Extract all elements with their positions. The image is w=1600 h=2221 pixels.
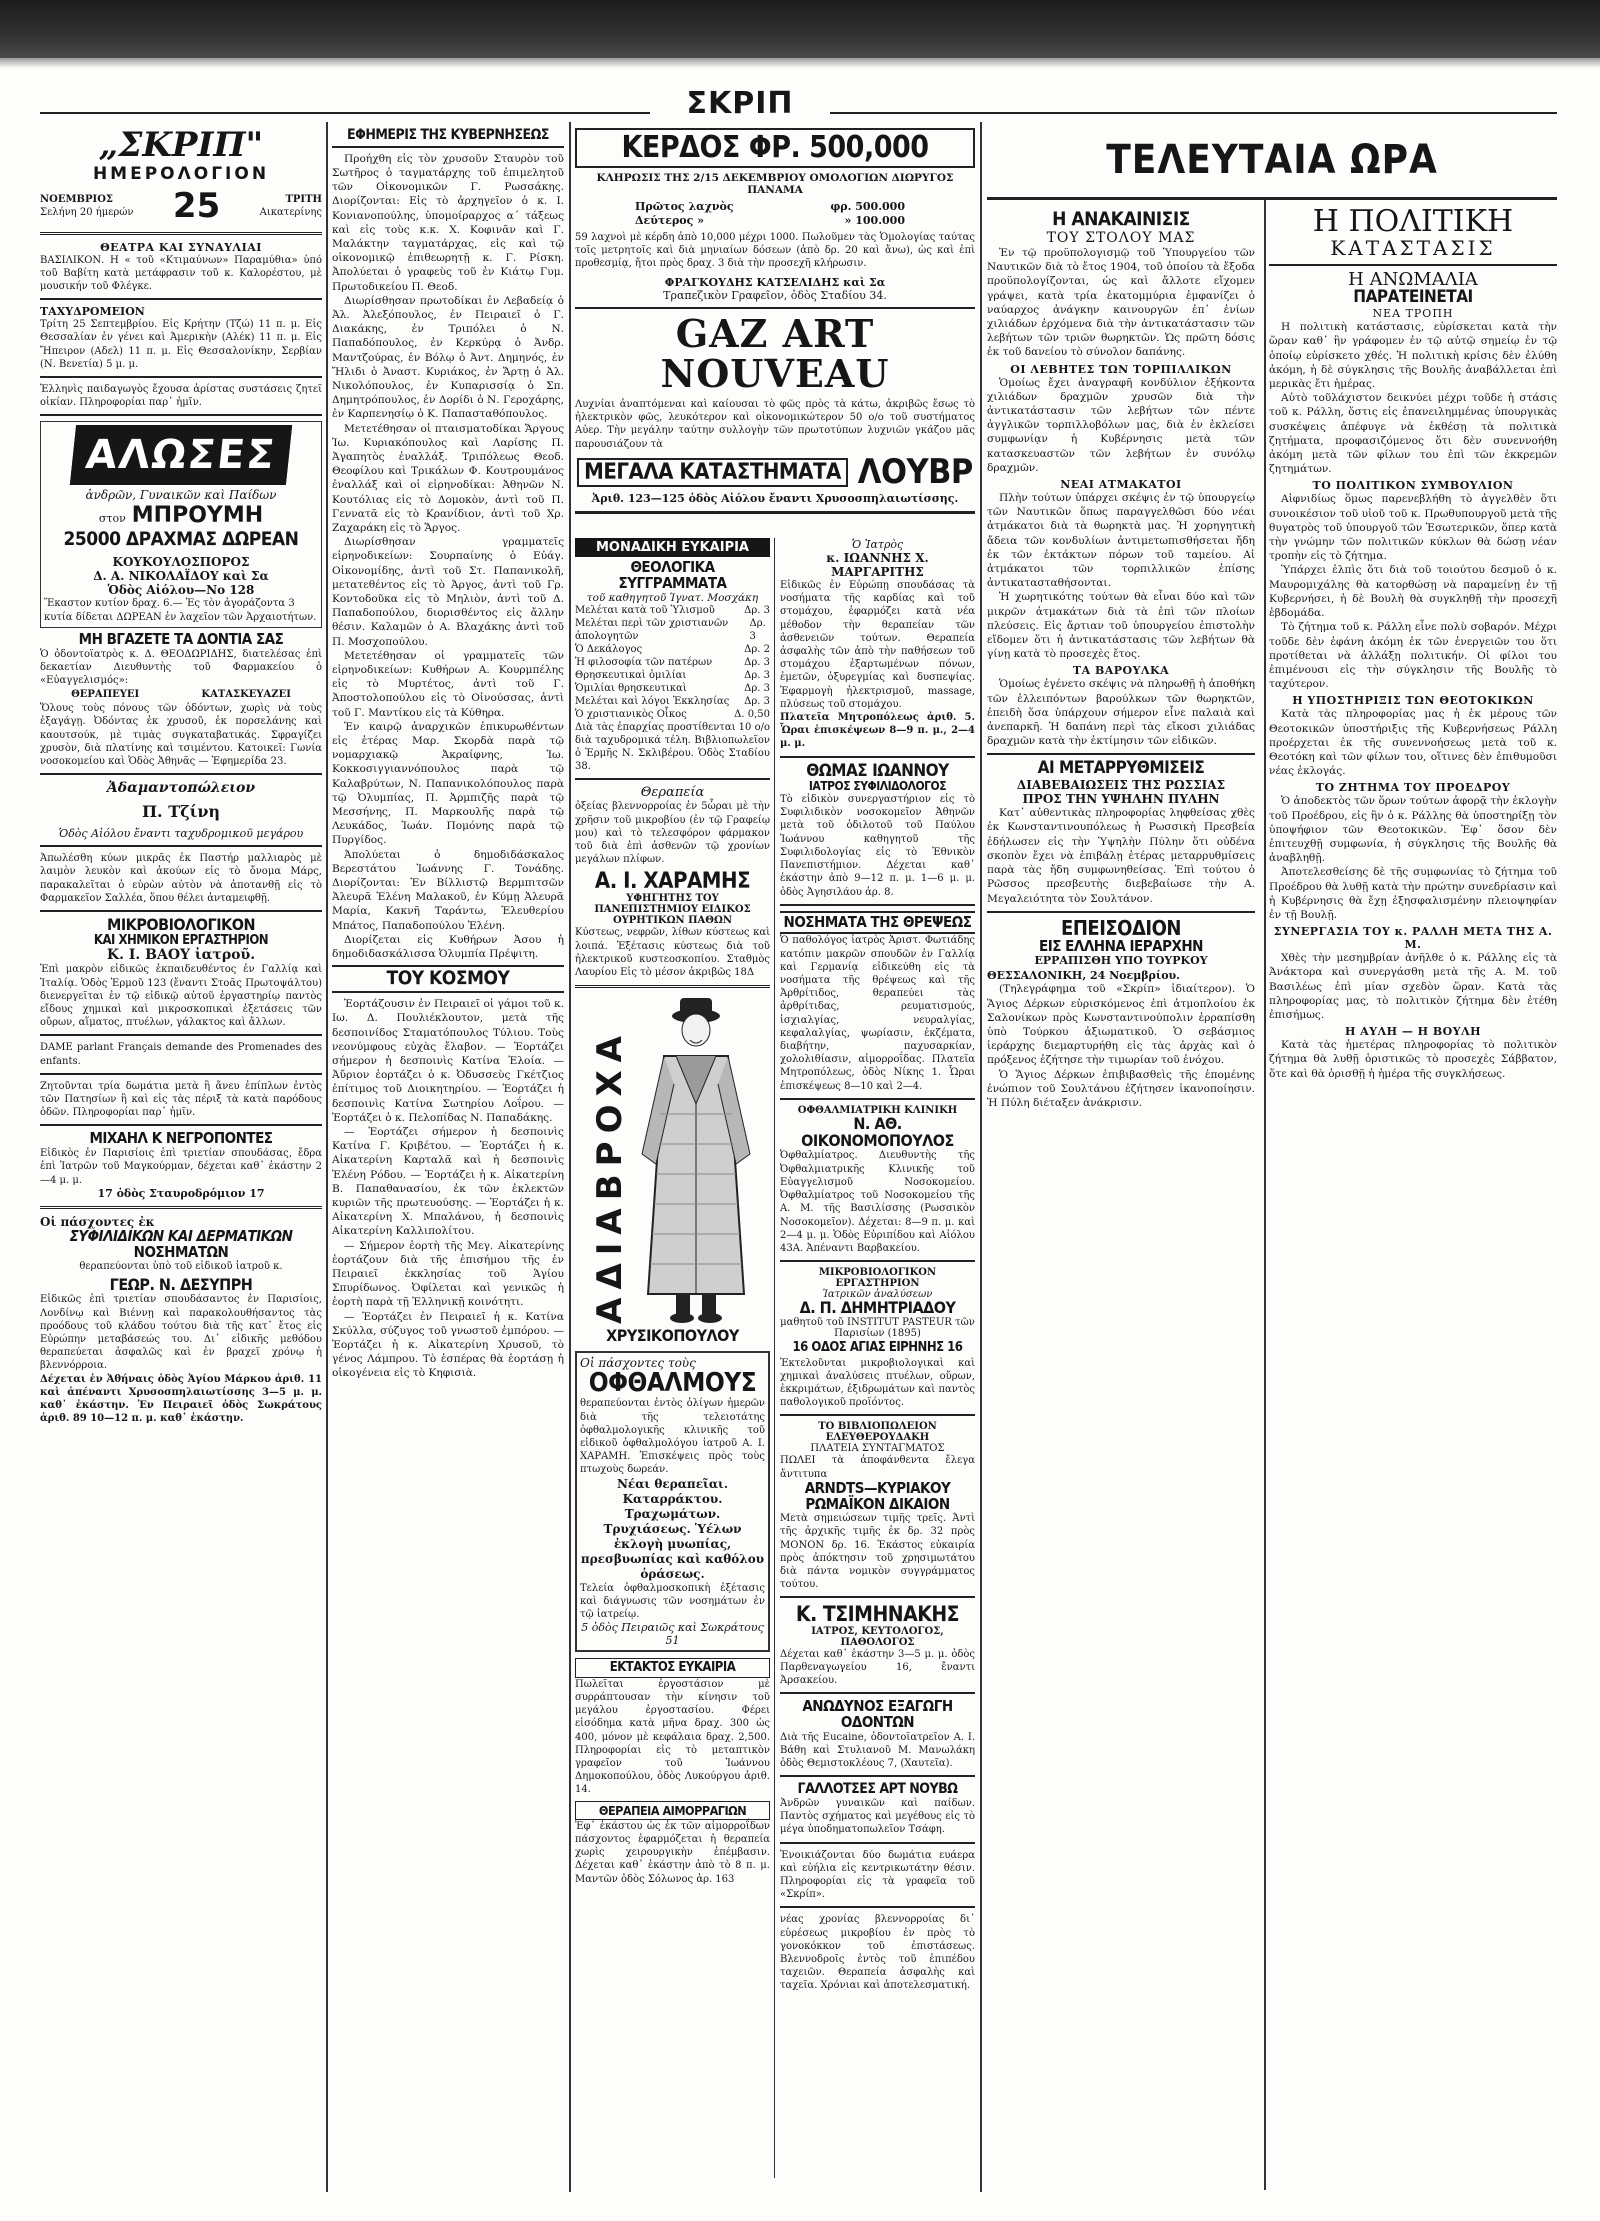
teeth-text-2: Ὅλους τοὺς πόνους τῶν ὀδόντων, χωρὶς νὰ τοὺς ἐξαγάγῃ. Ὀδόντας ἐκ χρυσοῦ, ἐκ πορσελάνης καὶ καουτσούκ, μὲ τιμὰς συγκαταβατικάς. Σφραγίζει χρυσὸν, διὰ πλατίνης καὶ τσιμέντου. Κατοικεῖ: Γωνία νοσοκομείου καὶ Ὁδὸς Ἀθηνᾶς — Ἐφημερίδα 23. <box>40 703 322 767</box>
lottery-heading: ΚΕΡΔΟΣ ΦΡ. 500,000 <box>575 128 975 168</box>
rooms-text: Ζητοῦνται τρία δωμάτια μετὰ ἢ ἄνευ ἐπίπλων ἐντὸς τῶν Πατησίων ἢ καὶ εἰς τὰς πέριξ τὰ κατὰ παρόδους ὁδῶν. Πληροφορίαι παρ᾽ ἡμῖν. <box>40 1080 322 1119</box>
eye-text: θεραπεύονται ἐντὸς ὀλίγων ἡμερῶν διὰ τῆς τελειοτάτης ὀφθαλμολογικῆς κλινικῆς τοῦ εἰδικοῦ ὀφθαλμολόγου ἰατροῦ Α. Ι. ΧΑΡΑΜΗ. Ἐπισκέψεις πρὸς τοὺς πτωχοὺς δωρεάν. <box>580 1398 765 1476</box>
raincoat-shop: ΧΡΥΣΙΚΟΠΟΥΛΟΥ <box>606 1326 739 1346</box>
bank-address: Τραπεζικὸν Γραφεῖον, ὁδὸς Σταδίου 34. <box>663 289 887 303</box>
book-price: Δρ. 3 <box>744 682 770 694</box>
incident-heading-3: ΕΡΡΑΠΙΣΘΗ ΥΠΟ ΤΟΥΡΚΟΥ <box>1034 954 1208 968</box>
society-p3: — Σήμερον ἑορτὴ τῆς Μεγ. Αἰκατερίνης ἑορτάζουν διὰ τῆς ἐπισήμου τῆς ἐν Πειραιεῖ ἐκκλησίας τοῦ Ἁγίου Σπυρίδωνος. Ὀφίλεται καὶ γενικῶς ἡ ἑορτὴ παρὰ τῇ Ἑλληνικῇ κοινότητι. <box>332 1239 564 1309</box>
desy-heading: ΓΕΩΡ. Ν. ΔΕΣΥΠΡΗ <box>109 1274 253 1294</box>
thomas-sub: ΙΑΤΡΟΣ ΣΥΦΙΛΙΔΟΛΟΓΟΣ <box>808 779 947 794</box>
politics-p8: Ἀποτελεσθείσης δὲ τῆς συμφωνίας τὸ ζήτημα τοῦ Προέδρου θὰ λυθῇ κατὰ τὴν πρώτην συνεδρίασιν καὶ ἡ Κυβέρνησις θὰ ἔχῃ ἐξησφαλισμένην πλειοψηφίαν ἐν τῇ Βουλῇ. <box>1269 866 1557 921</box>
book-price: Δρ. 2 <box>744 643 770 655</box>
eye-heading: ΟΦΘΑΛΜΟΥΣ <box>588 1368 757 1399</box>
bank-name: ΦΡΑΓΚΟΥΔΗΣ ΚΑΤΣΕΛΙΔΗΣ καὶ Σα <box>664 276 886 290</box>
politics-heading: Η ΠΟΛΙΤΙΚΗ <box>1312 204 1514 239</box>
book-row <box>575 604 770 617</box>
store-name: ΛΟΥΒΡ <box>857 451 973 492</box>
prize-heading: 25000 ΔΡΑΧΜΑΣ ΔΩΡΕΑΝ <box>63 528 299 551</box>
aloses-logo: ΑΛΩΣΕΣ <box>70 425 292 485</box>
post-text: Τρίτη 25 Σεπτεμβρίου. Εἰς Κρήτην (Τζώ) 11 π. μ. Εἰς Θεσσαλίαν ἐν γένει καὶ Ἀμερικὴν (Αλέκ) 11 π. μ. Εἰς Ἤπειρον (Αδελ) 11 π. μ. Εἰς Θεσσαλονίκην, Σερβίαν (Ν. Βενετία) 5 μ. μ. <box>40 319 322 370</box>
eye-bold: Νέαι θεραπεῖαι. Καταρράκτου. Τραχωμάτων. Τρυχιάσεως. Ὑέλων ἐκλογὴ μυωπίας, πρεσβυωπίας καὶ καθόλου ὁράσεως. <box>580 1476 765 1581</box>
desy-text: Εἰδικῶς ἐπὶ τριετίαν σπουδάσαντος ἐν Παρισίοις, Λονδίνῳ καὶ Βιέννῃ καὶ παρακολουθήσαντος τὰς προόδους τοῦ κλάδου τούτου διὰ τῆς κατ᾽ ἔτος εἰς Εὐρώπην μεταβάσεώς του. Δι᾽ εἰδικῆς μεθόδου θεραπεύεται ἀσφαλῶς καὶ ἐν βραχεῖ χρόνῳ ἡ βλεννόρροια. <box>40 1294 322 1372</box>
lab-sub-2: μαθητοῦ τοῦ INSTITUT PASTEUR τῶν Παρισίων (1895) <box>780 1316 975 1339</box>
extra-text: Πωλεῖται ἐργοστάσιον μὲ συρράπτουσαν τὴν κίνησιν τοῦ μεγάλου ἐργοστασίου. Φέρει εἰσόδημα κατὰ μῆνα δραχ. 300 ὡς 400, μόνον μὲ κεφάλαια δραχ. 2,500. Πληροφορίαι εἰς τὸ μεταπτικὸν γραφεῖον τοῦ Ἰωάννου Δημοκοπούλου, ὁδὸς Λυκούργου ἀριθ. 14. <box>575 1678 770 1796</box>
court-heading: Η ΑΥΛΗ — Η ΒΟΥΛΗ <box>1344 1025 1482 1039</box>
book-row <box>575 617 770 643</box>
treatment-text-1: ὀξείας βλεννορροίας ἐν 5ὧραι μὲ τὴν χρῆσιν τοῦ μικροβίου (ἐν τῷ Γραφείῳ μου) καὶ τὸ τελεσφόρον φάρμακον τοῦ διὰ ἐπὶ ἀσθενῶν τῷ χρονίων μεγάλων πλίφων. <box>575 801 770 866</box>
teeth-heading: ΜΗ ΒΓΑΖΕΤΕ ΤΑ ΔΟΝΤΙΑ ΣΑΣ <box>78 629 284 648</box>
book-title: Ὁμιλίαι θρησκευτικαὶ <box>575 682 687 694</box>
gazette-p2: Διωρίσθησαν πρωτοδίκαι ἐν Λεβαδείᾳ ὁ Ἀλ. Ἀλεξόπουλος, ἐν Πειραιεῖ ὁ Γ. Διακάκης, ἐν Τριπόλει ὁ Ν. Παπαδόπουλος, ἐν Κερκύρᾳ ὁ Ἀνδρ. Μαντζούρας, ἐν Βόλῳ ὁ Ἀντ. Δημηνός, ἐν Ἤλιδι ὁ Ἀναστ. Κυριάκος, ἐν Ἄρτῃ ὁ Ἀλ. Νικολόπουλος, ἐν Κυπαρισσίᾳ ὁ Σπ. Δημητρόπουλος, ἐν Δορίδι ὁ Ν. Γεροχάρης, ἐν Καρπενησίῳ ὁ Κ. Παπασταθόπουλος. <box>332 294 564 421</box>
scan-edge-shadow <box>0 58 1600 68</box>
book-price: Δρ. 3 <box>744 695 770 707</box>
incident-heading-2: ΕΙΣ ΕΛΛΗΝΑ ΙΕΡΑΡΧΗΝ <box>1039 936 1203 955</box>
treatment-heading: Θεραπεία <box>640 785 705 801</box>
teeth-label-b: ΚΑΤΑΣΚΕΥΑΖΕΙ <box>201 689 291 701</box>
kouk-heading: ΚΟΥΚΟΥΛΟΣΠΟΡΟΣ <box>112 555 250 570</box>
gazette-p8: Διορίζεται εἰς Κυθήρων Ἀσου ἡ δημοδιδασκάλισσα Ὀλυμπία Πρέψιτη. <box>332 933 564 961</box>
thomas-heading: ΘΩΜΑΣ ΙΩΑΝΝΟΥ <box>806 760 949 781</box>
column-rule <box>326 122 328 2192</box>
eye-text-2: Τελεία ὀφθαλμοσκοπικὴ ἐξέτασις καὶ διάγνωσις τῶν νοσημάτων ἐν τῷ ἰατρείῳ. <box>580 1582 765 1620</box>
suffer-text: Οἱ πάσχοντες ἐκ <box>40 1214 155 1229</box>
anodynos-heading: ΑΝΩΔΥΝΟΣ ΕΞΑΓΩΓΗ <box>802 1697 953 1716</box>
fleet-p3: Πλὴν τούτων ὑπάρχει σκέψις ἐν τῷ ὑπουργείῳ τῶν Ναυτικῶν ὅπως παραγγελθῶσι δύο νέαι ἀτμάκατοι διὰ τὰ θωρηκτὰ μας. Ἡ χορηγητικὴ ἄδεια τῶν κονδυλίων ἀντιμετωπισθήσεται ἤδη ἐκ τῶν ἐκτάκτων πόρων τοῦ ταμείου. Αἱ ἀτμάκατοι τῶν τορπιλλικῶν ἐπίσης ἀντικατασταθήσονται. <box>987 491 1255 590</box>
incident-heading: ΕΠΕΙΣΟΔΙΟΝ <box>1061 915 1181 940</box>
politics-p7: Ὁ ἀποδεκτὸς τῶν ὅρων τούτων ἀφορᾷ τὴν ἐκλογὴν τοῦ Προέδρου, εἰς ἣν ὁ κ. Ράλλης θὰ ὑποστηρίξῃ τὸν ὑποψήφιον τῶν Θεοτοκικῶν. Ἐφ᾽ ὅσον δὲν ἐπιτευχθῇ συμφωνία, ἡ σύγκλησις τῆς Βουλῆς θὰ ἀναβληθῇ. <box>1269 795 1557 865</box>
extra-heading: ΕΚΤΑΚΤΟΣ ΕΥΚΑΙΡΙΑ <box>575 1658 770 1678</box>
teeth-text: Ὁ ὀδοντοϊατρὸς κ. Δ. ΘΕΟΔΩΡΙΔΗΣ, διατελέσας ἐπὶ δεκαετίαν Διευθυντὴς τοῦ Φαρμακείου ὁ «Εὐαγγελισμός»: <box>40 648 322 686</box>
politics-p10: Κατὰ τὰς ἡμετέρας πληροφορίας τὸ πολιτικὸν ζήτημα θὰ λυθῇ ὁριστικῶς τὸ προσεχὲς Σάββατον, ὅτε καὶ θὰ ὁρισθῇ ἡ ἡμέρα τῆς συγκλήσεως. <box>1269 1039 1557 1080</box>
book-title: Μελέται περὶ τῶν χριστιανῶν ἀπολογητῶν <box>575 617 729 642</box>
column-4 <box>987 120 1557 2190</box>
syph-text: θεραπεύονται ὑπὸ τοῦ εἰδικοῦ ἰατροῦ κ. <box>79 1261 283 1273</box>
book-row <box>575 643 770 656</box>
society-p1: Ἑορτάζουσιν ἐν Πειραιεῖ οἱ γάμοι τοῦ κ. Ιω. Δ. Πουλιέκλουτον, μετὰ τῆς δεσποινίδος Σταματόπουλος Τύλιου. Τοὺς νεονύμφους εὐχὰς ἔλαβον. — Ἑορτάζει σήμερον ἡ δεσποινὶς Κατίνα Ἐλοία. — Ἀὔριον ἑορτάζει ὁ κ. Ὀδυσσεὺς Γκέτζιος ἐπίτιμος τοῦ Διοικητηρίου. — Ἑορτάζει ἡ δεσποινὶς Κατίνα Σωτηρίου Λοΐρου. — Ἑορτάζει ὁ κ. Πελοπίδας Ν. Παπαδάκης. <box>332 998 564 1124</box>
society-p4: — Ἑορτάζει ἐν Πειραιεῖ ἡ κ. Κατίνα Σκύλλα, σύζυγος τοῦ γνωστοῦ ἐμπόρου. — Ἑορτάζει ἡ κ. Αἰκατερίνη Χρυσοῦ, τὸ γένος Λάμπρου. Τὸ ἑσπέρας θὰ ἑορτάσῃ ἡ οἰκογένεια εἰς τὸ Κηφισιὰ. <box>332 1310 564 1380</box>
book-row <box>575 708 770 721</box>
calendar-weekday: ΤΡΙΤΗ <box>285 193 322 205</box>
book-row <box>575 656 770 669</box>
lab-name: Δ. Π. ΔΗΜΗΤΡΙΑΔΟΥ <box>799 1298 956 1318</box>
raincoat-ad <box>575 994 770 1324</box>
cooperation-heading: ΣΥΝΕΡΓΑΣΙΑ ΤΟΥ κ. ΡΑΛΛΗ ΜΕΤΑ ΤΗΣ Α. Μ. <box>1273 925 1553 952</box>
gazette-p1: Προήχθη εἰς τὸν χρυσοῦν Σταυρὸν τοῦ Σωτῆρος ὁ ταγματάρχης τοῦ ἐπιμελητοῦ τῶν Οἰκονομικῶν Γ. Ρωσσάκης. Διορίζονται: Εἰς τὸ ἀρχηγεῖον ὁ κ. Ι. Κονιανοπούλης, ὑπομοίραρχος α΄ τάξεως καὶ εἰς τοὺς κ.κ. Χ. Κοφινᾶν καὶ Γ. Μαλάκτην ταγματάρχας, εἰς καὶ τῷ οἰκονομικῷ ἐπιθεωρητῇ κ. Γ. Ρίσκη. Ἀπολύεται ὁ γραφεὺς τοῦ ἐν Κιάτῳ Γυμ. Πρωτοδικείου Π. Θεοδ. <box>332 152 564 293</box>
opportunity-heading: ΜΟΝΑΔΙΚΗ ΕΥΚΑΙΡΙΑ <box>575 538 770 557</box>
calendar-heading: ΗΜΕΡΟΛΟΓΙΟΝ <box>92 163 270 184</box>
eye-address: 5 ὁδὸς Πειραιῶς καὶ Σωκράτους 51 <box>581 1621 764 1648</box>
micro-heading-2: ΚΑΙ ΧΗΜΙΚΟΝ ΕΡΓΑΣΤΗΡΙΟΝ <box>93 932 269 948</box>
reforms-heading-2: ΔΙΑΒΕΒΑΙΩΣΕΙΣ ΤΗΣ ΡΩΣΣΙΑΣ <box>1016 778 1226 793</box>
lottery-sub: ΚΛΗΡΩΣΙΣ ΤΗΣ 2/15 ΔΕΚΕΜΒΡΙΟΥ ΟΜΟΛΟΓΙΩΝ ΔΙΩΡΥΓΟΣ ΠΑΝΑΜΑ <box>596 171 954 196</box>
column-rule <box>569 122 571 2192</box>
rent-text: Ἐνοικιάζονται δύο δωμάτια ευάερα καὶ εὐήλια εἰς κεντρικωτάτην θέσιν. Πληροφορίαι εἰς τὰ γραφεῖα τοῦ «Σκρίπ». <box>780 1849 975 1901</box>
lost-dog-text: Ἀπωλέσθη κύων μικρᾶς ἐκ Παστήρ μαλλιαρὸς μὲ λαιμὸν λευκὸν καὶ ἀκούων εἰς τὸ ὄνομα Μάρς, παρακαλεῖται ὁ εὑρὼν αὐτὸν νὰ ἀποτανθῇ εἰς τὸ Φαρμακεῖον Σαλλέα, ὅπου θέλει ἀνταμειφθῇ. <box>40 853 322 904</box>
raincoat-man-illustration <box>636 994 756 1324</box>
prize2-value: » 100.000 <box>844 213 905 227</box>
gazette-p7: Ἀπολύεται ὁ δημοδιδάσκαλος Βερεστάτου Ἰωάννης Γ. Τονάδης. Διορίζονται: Ἐν Βίλλιστῷ Βερμπιτσῶν Ἀλευρᾶ Ἑλένη Μαλακοῦ, ἐν Κύμῃ Ἀλευρᾶ Μαρία, Κακνῆ Ταράντω, Ἐλευθερίου Μπάτος, Παπαδοπούλου Ἑλένη. <box>332 848 564 932</box>
dame-text: DAME parlant Français demande des Promenades des enfants. <box>40 1042 322 1067</box>
books-text: Διὰ τὰς ἐπαρχίας προστίθενται 10 ο/ο διὰ ταχυδρομικά τέλη. Βιβλιοπωλεῖον ὁ Ἑρμῆς Ν. Σκλιβέρου. Ὁδὸς Σταδίου 38. <box>575 721 770 773</box>
galoshes-heading: ΓΑΛΛΟΤΣΕΣ ΑΡΤ ΝΟΥΒΩ <box>797 1781 958 1798</box>
lottery-ad <box>575 128 975 514</box>
raincoat-vertical-text: ΑΔΙΑΒΡΟΧΑ <box>589 1028 630 1325</box>
jeweler-address: Ὁδὸς Αἰόλου ἔναντι ταχυδρομικοῦ μεγάρου <box>58 827 304 841</box>
masthead-rule-right <box>830 112 1557 114</box>
anodynos-heading-2: ΟΔΟΝΤΩΝ <box>840 1712 915 1731</box>
desy-address: Δέχεται ἐν Ἀθήναις ὁδὸς Ἁγίου Μάρκου ἀριθ. 11 καὶ ἀπέναντι Χρυσοσπηλαιωτίσσης 3—5 μ. μ. καθ᾽ ἑκάστην. Ἐν Πειραιεῖ ὁδὸς Σωκράτους ἀριθ. 89 10—12 π. μ. καθ᾽ ἑκάστην. <box>40 1373 322 1425</box>
miroumi-name: ΜΠΡΟΥΜΗ <box>131 503 264 529</box>
column-3-right <box>780 538 975 1993</box>
negro-address: 17 ὁδὸς Σταυροδρόμιον 17 <box>97 1186 265 1200</box>
charamis-sub: ΥΦΗΓΗΤΗΣ ΤΟΥ ΠΑΝΕΠΙΣΤΗΜΙΟΥ ΕΙΔΙΚΟΣ ΟΥΡΗΤΙΚΩΝ ΠΑΘΩΝ <box>594 893 751 927</box>
library-text-2: Μετὰ σημειώσεων τιμῆς τρεῖς. Ἀντὶ τῆς ἀρχικῆς τιμῆς ἐκ δρ. 32 πρὸς ΜΟΝΟΝ δρ. 16. Ἑκάστος εὐκαιρία πρὸς ἀπόκτησιν τοῦ χρησιμωτάτου διὰ πάντα νομικὸν συγγράμματος τούτου. <box>780 1513 975 1591</box>
politics-p4: Ὑπάρχει ἐλπὶς ὅτι διὰ τοῦ τοιούτου δεσμοῦ ὁ κ. Μαυρομιχάλης θὰ κατορθώσῃ νὰ παραμείνῃ ἐν τῇ Κυβερνήσει, ἡ δὲ Βουλὴ θὰ συγκληθῇ τὴν προσεχῆ ἑβδομάδα. <box>1269 564 1557 620</box>
library-book-2: ΡΩΜΑΪΚΟΝ ΔΙΚΑΙΟΝ <box>805 1494 950 1513</box>
politics-p9: Χθὲς τὴν μεσημβρίαν ἀνῆλθε ὁ κ. Ράλλης εἰς τὰ Ἀνάκτορα καὶ συνεργάσθη μετὰ τῆς Α. Μ. τοῦ Βασιλέως ἐπὶ μίαν σχεδὸν ὥραν. Κατὰ τὰς πληροφορίας μας, τὸ πολιτικὸν ζήτημα δὲν ἐτέθη ἐπισήμως. <box>1269 952 1557 1021</box>
oph-name: Ν. ΑΘ. ΟΙΚΟΝΟΜΟΠΟΥΛΟΣ <box>801 1113 954 1150</box>
lab-sub: Ἰατρικῶν ἀναλύσεων <box>822 1289 933 1301</box>
politics-p2: Αὐτὸ τοῦλάχιστον δεικνύει μέχρι τοῦδε ἡ στάσις τοῦ κ. Ράλλη, ὅστις εἰς ἐπανειλημμένας ὑπουργικὰς συσκέψεις ἀπέφυγε νὰ ἐκθέσῃ τὰ πολιτικὰ ζητήματα, προφασιζόμενος ὅτι δὲν συνεννοήθη ἀκόμη μετὰ τῶν φίλων του ἐπὶ τῶν ἐκκρεμῶν ζητημάτων. <box>1269 392 1557 476</box>
anomaly-heading-2: ΠΑΡΑΤΕΙΝΕΤΑΙ <box>1353 287 1473 308</box>
column-3 <box>575 128 975 2188</box>
latest-news-heading: ΤΕΛΕΥΤΑΙΑ ΩΡΑ <box>987 120 1557 200</box>
calendar-saint: Αικατερίνης <box>259 206 322 218</box>
tsimin-heading: Κ. ΤΣΙΜΗΝΑΚΗΣ <box>795 1602 960 1627</box>
politics-heading-2: ΚΑΤΑΣΤΑΣΙΣ <box>1330 235 1496 260</box>
kouk-address: Ὁδὸς Αἰόλου—Νο 128 <box>107 583 255 598</box>
fleet-p2: Ὁμοίως ἔχει ἀναγραφῆ κονδύλιον ἐξήκοντα χιλιάδων δραχμῶν χρυσῶν διὰ τὴν ἀντικατάστασιν τῶν λεβήτων τῶν πέντε ἀγγλικῶν τορπιλλοβόλων μας, διὰ ἐν ἐκλείσει συμφωνίᾳν ἡ Κυβέρνησις μετὰ τῶν κατασκευαστῶν τῶν λεβήτων ἐν συνόλῳ δραχμῶν. <box>987 376 1255 474</box>
launches-heading: ΝΕΑΙ ΑΤΜΑΚΑΤΟΙ <box>1060 477 1182 491</box>
support-heading: Η ΥΠΟΣΤΗΡΙΞΙΣ ΤΩΝ ΘΕΟΤΟΚΙΚΩΝ <box>1292 694 1534 708</box>
boilers-heading: ΟΙ ΛΕΒΗΤΕΣ ΤΩΝ ΤΟΡΠΙΛΛΙΚΩΝ <box>1010 362 1232 376</box>
theatre-text: ΒΑΣΙΛΙΚΟΝ. Η « τοῦ «Κτιμαύνων» Παραμύθια» ὑπό τοῦ Βαβίτη κατὰ μετάφρασιν τοῦ κ. Καλορέστου, μὲ μουσικήν τοῦ Φλέγκε. <box>40 254 322 292</box>
book-price: Δρ. 3 <box>744 656 770 668</box>
calendar-month: ΝΟΕΜΒΡΙΟΣ <box>40 193 113 205</box>
syph-heading-2: ΝΟΣΗΜΑΤΩΝ <box>133 1242 229 1261</box>
lab-text: Ἐκτελοῦνται μικροβιολογικαὶ καὶ χημικαὶ ἀναλύσεις πτυέλων, οὔρων, ἐκκριμάτων, ἐξιδρωμάτων καὶ παντὸς παθολογικοῦ προϊόντος. <box>780 1357 975 1409</box>
column-4-left <box>987 206 1255 1110</box>
column-rule <box>774 538 775 2178</box>
incident-p2: Ὁ Ἅγιος Δέρκων ἐπιβιβασθεὶς τῆς ἑπομένης ἐνώπιον τοῦ Σουλτάνου ἐζήτησεν ἱκανοποίησιν. Ἡ Πύλη διέταξεν ἀνάκρισιν. <box>987 1068 1255 1110</box>
doctor-pre: Ὁ Ἰατρὸς <box>851 538 904 551</box>
politics-p6: Κατὰ τὰς πληροφορίας μας ἡ ἐκ μέρους τῶν Θεοτοκικῶν ὑποστήριξις τῆς Κυβερνήσεως Ράλλη προέρχεται ἐκ τῆς συνεννοήσεως μετὰ τοῦ κ. Θεοτόκη καὶ τῶν φίλων του, οἵτινες δὲν ἐπιθυμοῦσι νέας ἐκλογάς. <box>1269 708 1557 778</box>
gas-heading: GAZ ART NOUVEAU <box>660 311 890 396</box>
oph-heading: ΟΦΘΑΛΜΙΑΤΡΙΚΗ ΚΛΙΝΙΚΗ <box>797 1104 958 1116</box>
fleet-heading: Η ΑΝΑΚΑΙΝΙΣΙΣ <box>1052 208 1190 230</box>
syph-heading: ΣΥΦΙΛΙΔΙΚΩΝ ΚΑΙ ΔΕΡΜΑΤΙΚΩΝ <box>69 1226 293 1245</box>
store-address: Ἀριθ. 123—125 ὁδὸς Αἰόλου ἔναντι Χρυσοσπηλαιωτίσσης. <box>591 492 959 506</box>
book-row <box>575 669 770 682</box>
lottery-text: 59 λαχνοὶ μὲ κέρδη ἀπὸ 10,000 μέχρι 1000. Πωλοῦμεν τὰς Ὁμολογίας ταύτας τοῖς μετρητοῖς καὶ διὰ μηνιαίων δόσεων (ἀπὸ δρ. 20 καὶ ἄνω), ὡς καὶ ἐπὶ προθεσμίᾳ, ἤτοι πρὸς δραχ. 3 διὰ τὴν προσεχῆ κλήρωσιν. <box>575 231 975 269</box>
fleet-p1: Ἐν τῷ προϋπολογισμῷ τοῦ Ὑπουργείου τῶν Ναυτικῶν διὰ τὸ ἔτος 1904, τοῦ ὁποίου τὰ ἔξοδα προϋπολογίζονται, ὡς καὶ ἄλλοτε εἴχομεν γράψει, κατὰ τρία ἑκατομμύρια ἐμφανίζει ὁ ναύαρχος ἀνάγκην καινουργῶν ἐπ᾽ ἐνίων χιλιάδων ἐρχόμενα διὰ τὴν ἀντικατάστασιν τῶν λεβήτων τῶν τριῶν θωρηκτῶν. Ὡς πρῶτη δόσις ἐκ τοῦ δανείου τὸ σύνολον δαπάνης. <box>987 246 1255 359</box>
lab-heading: ΜΙΚΡΟΒΙΟΛΟΓΙΚΟΝ ΕΡΓΑΣΤΗΡΙΟΝ <box>818 1267 937 1290</box>
book-title: Ἡ φιλοσοφία τῶν πατέρων <box>575 656 713 668</box>
scan-dark-border <box>0 0 1600 58</box>
book-row <box>575 695 770 708</box>
tsimin-sub: ΙΑΤΡΟΣ, ΚΕΥΤΟΛΟΓΟΣ, ΠΑΘΟΛΟΓΟΣ <box>811 1625 944 1648</box>
charamis-text: Κύστεως, νεφρῶν, λίθων κύστεως καὶ λοιπά. Ἐξέτασις κύστεως διὰ τοῦ ἠλεκτρικοῦ κυστεοσκοπίου. Σταθμὸς Λαυρίου Εἰς τὸ μέσον ἀκριβῶς 18Δ <box>575 927 770 979</box>
micro-text: Ἐπὶ μακρὸν εἰδικῶς ἐκπαιδευθέντος ἐν Γαλλίᾳ καὶ Ἰταλίᾳ. Ὁδὸς Ἐρμοῦ 123 (ἔναντι Στοᾶς Πρωτοψάλτου) διενεργεῖται ἐν τῷ εἰδικῷ αὐτοῦ ἐργαστηρίῳ παντὸς εἴδους χημικαὶ καὶ μικροσκοπικαὶ ἐξετάσεις τῶν οὔρων, αἵματος, πτυέλων, γάλακτος καὶ ἄλλων. <box>40 964 322 1029</box>
books-heading: ΘΕΟΛΟΓΙΚΑ ΣΥΓΓΡΑΜΜΑΤΑ <box>618 558 727 592</box>
doctor-text: Εἰδικῶς ἐν Εὐρώπῃ σπουδάσας τὰ νοσήματα τῆς καρδίας καὶ τοῦ στομάχου, ἐφαρμόζει κατὰ νέα μέθοδον τὴν θεραπείαν τῶν ἀσθενειῶν τούτων. Θεραπεία ἀσφαλὴς τῶν ἀπὸ τὴν παθήσεων τοῦ στομάχου ἐξαρτωμένων πόνων, ἐμετῶν, ὀξυρεγμίας καὶ δυσπεψίας. Ἐφαρμογὴ ἠλεκτρισμοῦ, massage, πλύσεως τοῦ στομάχου. <box>780 580 975 710</box>
book-title: Θρησκευτικαὶ ὁμιλίαι <box>575 669 687 681</box>
council-heading: ΤΟ ΠΟΛΙΤΙΚΟΝ ΣΥΜΒΟΥΛΙΟΝ <box>1312 479 1514 493</box>
book-title: Μελέται κατὰ τοῦ Ὑλισμοῦ <box>575 604 715 616</box>
book-title: Ὁ Δεκάλογος <box>575 643 643 655</box>
book-price: Δρ. 3 <box>749 617 766 642</box>
prize2-label: Δεύτερος » <box>635 213 704 227</box>
aloses-sub: ἀνδρῶν, Γυναικῶν καὶ Παίδων <box>85 488 277 503</box>
column-2 <box>332 128 564 2188</box>
negro-text: Εἰδικὸς ἐν Παρισίοις ἐπὶ τριετίαν σπουδάσας, ἔδρα ἐπὶ Ἰατρῶν τοῦ Μαγκούρμαν, δέχεται καθ᾽ ἑκάστην 2—4 μ. μ. <box>40 1148 322 1186</box>
politics-p3: Αἰφνιδίως ὅμως παρενεβλήθη τὸ ἀγγελθὲν ὅτι συνοικέσιον τοῦ υἱοῦ τοῦ κ. Πρωθυπουργοῦ μετὰ τῆς θυγατρὸς τοῦ ὑπουργοῦ τῶν Ἐσωτερικῶν, ὅπερ κατὰ τὴν γνώμην τῶν πολιτικῶν κύκλων θὰ δώσῃ νέαν τροπὴν εἰς τὸ ζήτημα. <box>1269 493 1557 563</box>
incident-p1: (Τηλεγράφημα τοῦ «Σκρίπ» ἰδιαίτερον). Ὁ Ἅγιος Δέρκων εὑρισκόμενος ἐπὶ ἀτμοπλοίου ἐκ Σαλονίκων πρὸς Κωνσταντινούπολιν ἐρραπίσθη ὑπὸ Τούρκου ἀξιωματικοῦ. Ὁ σεβάσμιος ἱεράρχης διεμαρτυρήθη εἰς τὰς ἀρχὰς καὶ ὁ πρόξενος ἐζήτησε τὴν τιμωρίαν τοῦ ἐνόχου. <box>987 983 1255 1067</box>
jeweler-heading: Ἀδαμαντοπώλειον <box>106 780 256 797</box>
anodynos-text: Διὰ τῆς Eucaine, ὀδοντοϊατρεῖον Α. Ι. Βάθη καὶ Στυλιανοῦ Μ. Μανωλάκη ὁδὸς Θεμιστοκλέους 7, (Χαυτεῖα). <box>780 1731 975 1770</box>
incident-dateline: ΘΕΣΣΑΛΟΝΙΚΗ, 24 Νοεμβρίου. <box>987 969 1180 983</box>
tsimin-text: Δέχεται καθ᾽ ἑκάστην 3—5 μ. μ. ὁδὸς Παρθεναγωγείου 16, ἔναντι Ἀρσακείου. <box>780 1648 975 1686</box>
reforms-heading: ΑΙ ΜΕΤΑΡΡΥΘΜΙΣΕΙΣ <box>1037 758 1205 779</box>
negro-heading: ΜΙΧΑΗΛ Κ ΝΕΓΡΟΠΟΝΤΕΣ <box>89 1129 273 1148</box>
kouk-text: Ἕκαστον κυτίον δραχ. 6.— Ἐς τὸν ἀγοράζοντα 3 κυτία δίδεται ΔΩΡΕΑΝ ἐν λαχεῖον τῶν Ἀρχαιοτήτων. <box>44 598 317 623</box>
theatre-heading: ΘΕΑΤΡΑ ΚΑΙ ΣΥΝΑΥΛΙΑΙ <box>100 240 262 254</box>
thomas-text: Τὸ εἰδικὸν συνεργαστήριον εἰς τὸ Συφιλιδικὸν νοσοκομεῖον Ἀθηνῶν μετὰ τοῦ ὁδιλοτοῦ τοῦ Παύλου Ἰωάννου καθηγητοῦ τῆς Συφιλιδολογίας εἰς τὸ Ἐθνικὸν Πανεπιστήμιον. Δέχεται καθ᾽ ἑκάστην ἀπὸ 9—12 π. μ. 1—6 μ. μ. ὁδὸς Ἀγησιλάου ἀρ. 8. <box>780 794 975 898</box>
fleet-p5: Ὁμοίως ἐγένετο σκέψις νὰ πληρωθῇ ἡ ἀποθήκη τῶν ἐλλειπόντων βαρούλκων τῶν θωρηκτῶν, ἐπειδὴ ὅσα ὑπάρχουν σήμερον εἶνε παλαιὰ καὶ ἀνεπαρκῆ. Ἡ δαπάνη περὶ τὰς εἴκοσι χιλιάδας δραχμῶν κατὰ τὴν ἐκτίμησιν τῶν εἰδικῶν. <box>987 678 1255 748</box>
doctor-name: κ. ΙΩΑΝΝΗΣ Χ. ΜΑΡΓΑΡΙΤΗΣ <box>826 551 929 579</box>
hem-heading: ΘΕΡΑΠΕΙΑ ΑΙΜΟΡΡΑΓΙΩΝ <box>575 1801 770 1820</box>
gazette-p6: Ἐν καιρῷ ἀναρχικῶν ἐπικυρωθέντων εἰς ἑτέρας Μαρ. Σκορδὰ παρὰ τῷ νομαρχιακῷ Ἀκραίφνης, Ἰω. Κοκκοσιγγιαννόπουλος παρὰ τῷ Καλαβρύτων, Ν. Παπανικολόπουλος παρὰ τῷ Ὀλυμπίας, Π. Ἀρμπιζῆς παρὰ τῷ Μεσσήνης, Π. Μαρκουλῆς παρὰ τῷ Λευκάδος, Ἰωάν. Πομόνης παρὰ τῷ Πυργίδος. <box>332 720 564 847</box>
store-heading: ΜΕΓΑΛΑ ΚΑΤΑΣΤΗΜΑΤΑ <box>577 458 848 487</box>
doctor-address: Πλατεῖα Μητροπόλεως ἀριθ. 5. Ὧραι ἐπισκέψεων 8—9 π. μ., 2—4 μ. μ. <box>780 712 975 750</box>
eye-pre: Οἱ πάσχοντες τοὺς <box>580 1356 696 1371</box>
aloses-ad <box>40 421 322 627</box>
society-heading: ΤΟΥ ΚΟΣΜΟΥ <box>332 965 564 993</box>
fleet-p4: Ἡ χωρητικότης τούτων θὰ εἶναι δύο καὶ τῶν μικρῶν ἀτμακάτων διὰ τὰ ἐπὶ τῶν πλοίων πλεύσεις. Εἰς ἄρτιαν τοῦ ὑπουργείου ἐπιστολὴν εἴδομεν ὅτι ἡ ἀντικατάστασις τῶν λεβήτων θὰ γίνῃ κατὰ τὸ προσεχὲς ἔτος. <box>987 591 1255 661</box>
classified-note: Ἐλληνὶς παιδαγωγὸς ἔχουσα ἀρίστας συστάσεις ζητεῖ οἰκίαν. Πληροφορίαι παρ᾽ ἡμῖν. <box>40 383 322 409</box>
kouk-name: Δ. Α. ΝΙΚΟΛΑΪΔΟΥ καὶ Σα <box>93 569 269 584</box>
masthead-title: ΣΚΡΙΠ <box>686 86 794 121</box>
column-1 <box>40 128 322 2188</box>
micro-name: Κ. Ι. ΒΑΟΥ ἰατροῦ. <box>106 947 256 964</box>
politics-p5: Τὸ ζήτημα τοῦ κ. Ράλλη εἶνε πολὺ σοβαρόν. Μέχρι τοῦδε δὲν ἐφάνη ἀκόμη ἐκ τῶν ἐνεργειῶν του ὅτι προτίθεται νὰ ἀλλάξῃ πολιτικήν. Οἱ φίλοι του ἐπιμένουσι εἰς τὴν σύγκλησιν τῆς Βουλῆς τὸ ταχύτερον. <box>1269 621 1557 691</box>
new-turn-heading: ΝΕΑ ΤΡΟΠΗ <box>1372 307 1454 321</box>
gazette-heading: ΕΦΗΜΕΡΙΣ ΤΗΣ ΚΥΒΕΡΝΗΣΕΩΣ <box>332 128 564 148</box>
book-price: Δ. 0,50 <box>734 708 770 720</box>
galoshes-text: Ἀνδρῶν γυναικῶν καὶ παίδων. Παντὸς σχήματος καὶ μεγέθους εἰς τὸ μέγα ὑποδηματοπωλεῖον Τσάφη. <box>780 1797 975 1836</box>
gazette-p4: Διωρίσθησαν γραμματεῖς εἰρηνοδικείων: Σουρπαίνης ὁ Εὐάγ. Οἰκονομίδης, ἀντὶ τοῦ Στ. Παπανικολῆ, μετατεθέντος εἰς τὸ Ἀργος, ἀντὶ τοῦ Γρ. Κοντοδοῦκα εἰς τὸ Μηλιὸν, ἀντὶ τοῦ Δ. Παπαδοπούλου, διορισθέντος εἰς ἄλλην θέσιν. Καλαμῶν ὁ Α. Βλαχάκης ἀντὶ τοῦ Π. Μοσχοπούλου. <box>332 536 564 648</box>
library-book: ARNDTS—ΚΥΡΙΑΚΟΥ <box>804 1478 951 1497</box>
gazette-p3: Μετετέθησαν οἱ πταισματοδίκαι Ἄργους Ἰω. Κυριακόπουλος καὶ Λαρίσης Π. Ἀγαπητὸς ἐναλλάξ. Τριπόλεως Θεοδ. Θεοφίλου καὶ Τρικάλων Φ. Κουτρουμάνος ἐναλλάξ καὶ οἱ εἰρηνοδίκαι: Ἀθηνῶν Ν. Κουτόλιας εἰς τὸ Δομοκὸν, ἀντὶ τοῦ Π. Γεννατᾶ εἰς τὸ Κρανίδιον, ἀντὶ τοῦ Χρ. Ζαχαράκη εἰς τὸ Ἄργος. <box>332 422 564 534</box>
president-heading: ΤΟ ΖΗΤΗΜΑ ΤΟΥ ΠΡΟΕΔΡΟΥ <box>1315 781 1511 795</box>
books-sub: τοῦ καθηγητοῦ Ἰγνατ. Μοσχάκη <box>586 591 759 604</box>
oph-text: Ὀφθαλμίατρος. Διευθυντὴς τῆς Ὀφθαλμιατρικῆς Κλινικῆς τοῦ Εὐαγγελισμοῦ Νοσοκομείου. Ὀφθαλμίατρος τοῦ Νοσοκομείου τῆς Α. Μ. τῆς Βασιλίσσης (Ρωσσικὸν Νοσοκομεῖον). Δέχεται: 8—9 π. μ. καὶ 2—4 μ. μ. Ὁδὸς Εὐριπίδου καὶ Αἰόλου 43Α. Ἀπέναντι Βαρβακείου. <box>780 1150 975 1254</box>
jeweler-name: Π. Τζίνη <box>141 802 221 822</box>
column-rule <box>980 122 982 2192</box>
society-p2: — Ἑορτάζει σήμερον ἡ δεσποινὶς Κατίνα Γ. Κριβέτου. — Ἑορτάζει ἡ κ. Αἰκατερίνη Καρταλᾶ καὶ ἡ δεσποινὶς Ἑλένη Ρόδου. — Ἑορτάζει ἡ κ. Αἰκατερίνη Β. Παπαθανασίου, ἐκ τῶν ἐκλεκτῶν κυριῶν τῆς πρωτευούσης. — Ἑορτάζει ἡ κ. Αἰκατερίνη Χ. Μπαλάνου, ἡ δεσποινὶς Αἰκατερίνη Καλλιπολίτου. <box>332 1126 564 1238</box>
paper-title: „ΣΚΡΙΠ" <box>98 128 264 165</box>
calendar-moon: Σελήνη 20 ήμερών <box>40 206 134 218</box>
anomaly-heading: Η ΑΝΩΜΑΛΙΑ <box>1348 268 1478 290</box>
miroumi-pre: στον <box>98 512 126 526</box>
books-list <box>575 604 770 721</box>
post-heading: ΤΑΧΥΔΡΟΜΕΙΟΝ <box>40 305 145 319</box>
prize1-value: φρ. 500.000 <box>830 199 905 213</box>
prize1-label: Πρῶτος λαχνὸς <box>635 199 734 213</box>
gazette-p5: Μετετέθησαν οἱ γραμματεῖς τῶν εἰρηνοδικείων: Κυθήρων Α. Κουρμπέλης εἰς τὸ Μυρτέτος, ἀντὶ τοῦ Γ. Ἀποστολοπούλου εἰς τὸ Οἰνούσσας, ἀντὶ τοῦ Γ. Μαντίκου εἰς τὰ Κύθηρα. <box>332 649 564 719</box>
book-price: Δρ. 3 <box>744 604 770 616</box>
book-row <box>575 682 770 695</box>
library-sub: ΠΛΑΤΕΙΑ ΣΥΝΤΑΓΜΑΤΟΣ <box>810 1443 945 1455</box>
treatment-text-2: νέας χρονίας βλεννορροίας δι᾽ εὑρέσεως μικροβίου ἐν πρὸς τὸ γονοκόκκον τοῦ ἐπιστάσεως. Βλεννοδροῖς ἐντὸς τοῦ ἐπιπέδου ταχειῶν. Θεραπεία ἀσφαλὴς καὶ ταχεῖα. Χρόνιαι καὶ ἀποτελεσματική. <box>780 1914 975 1992</box>
reforms-p1: Κατ᾽ αὐθεντικὰς πληροφορίας ληφθείσας χθὲς ἐκ Κωνσταντινουπόλεως ἡ Ρωσσικὴ Πρεσβεία ἐδήλωσεν εἰς τὴν Ὑψηλὴν Πύλην ὅτι οὐδένα σκοπὸν ἔχει νὰ ἐπιβάλῃ ἑτέρας μεταρρυθμίσεις παρὰ τὰς ἤδη συμφωνηθείσας. Ἐπὶ τούτου ὁ Ρῶσσος πρεσβευτὴς διεβεβαίωσε τὴν Α. Μεγαλειότητα τὸν Σουλτάνον. <box>987 807 1255 905</box>
nutrition-heading: ΝΟΣΗΜΑΤΑ ΤΗΣ ΘΡΕΨΕΩΣ <box>780 911 975 935</box>
calendar-day: 25 <box>172 185 221 226</box>
library-text-1: ΠΩΛΕΙ τὰ ἀποφάνθεντα ἔλεγα ἄντιτυπα <box>780 1455 975 1480</box>
nutrition-text: Ὁ παθολόγος ἰατρὸς Ἀριστ. Φωτιάδης κατόπιν μακρῶν σπουδῶν ἐν Γαλλίᾳ καὶ Γερμανίᾳ εἰδικεύθη εἰς τὰ νοσήματα τῆς θρέψεως καὶ τῆς Ἀρθρίτιδος, θεραπεύει τὰς ἀρθρίτιδας, ρευματισμούς, ἰσχιαλγίας, νευραλγίας, κεφαλαλγίας, ψωρίασιν, ἐκζέματα, διαβήτην, παχυσαρκίαν, χολολιθίασιν, αἱμορροΐδας. Πλατεῖα Μητροπόλεως, ὁδὸς Νίκης 1. Ὧραι ἐπισκέψεως 8—10 καὶ 2—4. <box>780 935 975 1092</box>
calendar-box <box>40 186 322 226</box>
eye-ad <box>575 1351 770 1652</box>
fleet-heading-2: ΤΟΥ ΣΤΟΛΟΥ ΜΑΣ <box>1046 229 1196 246</box>
gas-text: Λυχνίαι ἀναπτόμεναι καὶ καίουσαι τὸ φῶς πρὸς τὰ κάτω, ἀκριβῶς ἔσως τὸ ἠλεκτρικὸν φῶς, λευκότερον καὶ οἰκονομικώτερον 50 ο/ο τοῦ συστήματος Αὐερ. Τὴν μεγάλην ταύτην συλλογὴν τῶν πρωτοτύπων λυχνιῶν γκάζου μᾶς παρουσιάζουν τὰ <box>575 398 975 450</box>
politics-p1: Η πολιτικὴ κατάστασις, εὑρίσκεται κατὰ τὴν ὥραν καθ᾽ ἣν γράφομεν ἐν τῷ αὐτῷ σημείῳ ἐν τῷ ὁποίῳ εὑρίσκετο χθές. Ἡ πολιτικὴ κρίσις δὲν ἐλύθη ἀκόμη, ἡ δὲ σύγκλησις τῆς Βουλῆς ἀναβάλλεται ἐπὶ μερικὰς ἔτι ἡμέρας. <box>1269 321 1557 391</box>
masthead-rule-left <box>40 112 650 114</box>
column-3-left <box>575 538 770 1886</box>
column-4-right <box>1269 206 1557 1081</box>
book-price: Δρ. 3 <box>744 669 770 681</box>
lab-address: 16 ΟΔΟΣ ΑΓΙΑΣ ΕΙΡΗΝΗΣ 16 <box>792 1339 963 1355</box>
hem-text: Ἐφ᾽ ἑκάστου ὡς ἐκ τῶν αἱμορροΐδων πάσχοντος ἐφαρμόζεται ἡ θεραπεία χωρὶς χειρουργικὴν ἐπέμβασιν. Δέχεται καθ᾽ ἑκάστην ἀπὸ τὸ 8 π. μ. Μαντῶν ὁδὸς Σόλωνος ἀρ. 163 <box>575 1820 770 1885</box>
winches-heading: ΤΑ ΒΑΡΟΥΛΚΑ <box>1072 664 1170 678</box>
charamis-name: Α. Ι. ΧΑΡΑΜΗΣ <box>594 869 751 895</box>
book-title: Μελέται καὶ λόγοι Ἐκκλησίας <box>575 695 730 707</box>
book-title: Ὁ χριστιανικὸς Οἶκος <box>575 708 687 720</box>
reforms-heading-3: ΠΡΟΣ ΤΗΝ ΥΨΗΛΗΝ ΠΥΛΗΝ <box>1022 792 1220 807</box>
library-heading: ΤΟ ΒΙΒΛΙΟΠΩΛΕΙΟΝ ΕΛΕΥΘΕΡΟΥΔΑΚΗ <box>818 1421 937 1444</box>
teeth-label-a: ΘΕΡΑΠΕΥΕΙ <box>71 689 140 701</box>
micro-heading: ΜΙΚΡΟΒΙΟΛΟΓΙΚΟΝ <box>106 914 255 934</box>
